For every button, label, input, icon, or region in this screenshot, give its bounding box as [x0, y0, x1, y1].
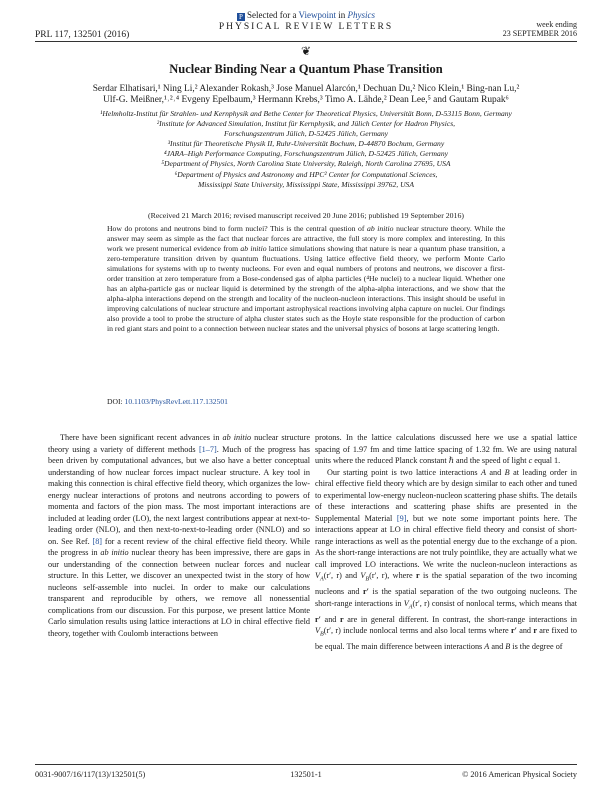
text-run: ab initio — [222, 433, 252, 442]
text-run: nuclear structure theory. While the answer may seem as simple as the fact that nuclear forces are attractive, the full story is more complex and interesting. In this work we present numerical evidence from — [107, 224, 505, 254]
authors-line: Serdar Elhatisari,¹ Ning Li,² Alexander Rokash,³ Jose Manuel Alarcón,¹ Dechuan Du,² Nico Klein,¹ Bing-nan Lu,² — [92, 84, 520, 94]
text-run: c — [528, 456, 533, 465]
affiliation: Mississippi State University, Mississippi State, Mississippi 39762, USA — [197, 179, 414, 189]
copyright: © 2016 American Physical Society — [462, 770, 577, 779]
text-run: and — [489, 642, 506, 652]
header-rule — [35, 41, 577, 42]
text-run: are in general different. In contrast, the short-range interactions in — [343, 614, 577, 624]
text-run: nuclear structure theory using a variety of different methods — [48, 433, 310, 454]
affiliation: ⁴JARA–High Performance Computing, Forschungszentrum Jülich, D-52425 Jülich, Germany — [164, 149, 448, 159]
affiliation: ²Institute for Advanced Simulation, Institut für Kernphysik, and Jülich Center for Hadron Physics, — [156, 119, 456, 129]
text-run: equal 1. — [532, 456, 561, 465]
text-run: at leading order in chiral effective field theory which are by design similar to each other and tuned to experimental low-energy nucleon-nucleon scattering phase shifts. The details of these interactions and scattering phase shifts are presented in the Supplemental Material — [315, 467, 577, 523]
text-run: nuclear theory has been impressive, there are gaps in our understanding of the connection between nuclear forces and nuclear structure. In this Letter, we discover an unexpected twist in the story of how nucleons self-assemble into nuclei. In order to make our calculations transparent and reproducible by others, we remove all nonessential complications from our discussion. For this purpose, we present lattice Monte Carlo simulation results using lattice interactions at LO in chiral effective field theory, together with Coulomb interactions between — [48, 548, 310, 638]
affiliation: ⁶Department of Physics and Astronomy and HPC² Center for Computational Sciences, — [174, 169, 438, 179]
issue-date — [503, 20, 577, 38]
author-list — [58, 84, 554, 106]
reference-link[interactable]: [9] — [396, 513, 407, 523]
doi-link[interactable]: 10.1103/PhysRevLett.117.132501 — [124, 397, 228, 406]
authors-line: Ulf-G. Meißner,¹˒²˒⁴ Evgeny Epelbaum,³ Hermann Krebs,³ Timo A. Lähde,² Dean Lee,⁵ and Gautam Rupak⁶ — [103, 95, 509, 106]
text-run: lattice simulations showing that nature is near a quantum phase transition, a zero-temperature transition driven by quantum fluctuations. Using lattice effective field theory, we perform Monte Carlo simulations for systems with up to twenty nucleons. For even and equal numbers of protons and neutrons, we discover a first-order transition at zero temperature from a Bose-condensed gas of alpha particles (⁴He nuclei) to a nuclear liquid. Whether one has an alpha-particle gas or nuclear liquid is determined by the strength of the alpha-alpha interactions, and we show that the alpha-alpha interactions depend on the strength and locality of the nucleon-nucleon interactions. This insight should be useful in improving calculations of nuclear structure and important astrophysical reactions involving alpha capture on nuclei. Our findings also provide a tool to probe the structure of alpha cluster states such as the Hoyle state responsible for the production of carbon in red giant stars and point to a connection between nuclear states and the universal physics of bosons at large scattering length. — [107, 244, 505, 334]
text-run: V — [315, 571, 321, 580]
text-run: ab initio — [240, 244, 267, 254]
body-column-right — [315, 432, 577, 653]
text-run: and — [486, 467, 505, 477]
text-run: protons. In the lattice calculations discussed here we use a spatial lattice spacing of 1.97 fm and time lattice spacing of 1.32 fm. We are using natural units where the reduced Planck constant — [315, 433, 577, 465]
affiliation: ⁵Department of Physics, North Carolina State University, Raleigh, North Carolina 27695, USA — [161, 159, 451, 169]
text-run: B — [504, 467, 510, 477]
text-run: A — [480, 467, 486, 477]
subscript: A — [408, 604, 413, 611]
issue-date-value: 23 SEPTEMBER 2016 — [502, 29, 577, 38]
text-run: r′ — [315, 614, 321, 624]
citation: PRL 117, 132501 (2016) — [35, 30, 130, 40]
text-run: ab initio — [100, 548, 129, 557]
text-run: and — [320, 614, 340, 624]
text-run: (r′, r) and — [323, 571, 361, 580]
text-run: is the degree of — [510, 642, 563, 652]
selected-mid: in — [336, 10, 348, 20]
body-paragraph — [48, 432, 310, 639]
text-run: B — [505, 642, 511, 652]
text-run: V — [315, 626, 321, 636]
text-run: Our starting point is two lattice interactions — [327, 467, 481, 477]
text-run: V — [403, 598, 409, 608]
text-run: r′ — [363, 587, 369, 597]
subscript: B — [365, 576, 370, 583]
selected-prefix: Selected for a — [246, 10, 299, 20]
text-run: and the speed of light — [453, 456, 529, 465]
affiliation: ³Institut für Theoretische Physik II, Ruhr-Universität Bochum, D-44870 Bochum, Germany — [167, 139, 445, 149]
text-run: for a recent review of the chiral effective field theory. While the progress in — [48, 536, 310, 557]
physics-badge-icon: P — [237, 13, 245, 21]
text-run: r′ — [510, 626, 517, 636]
text-run: (r′, r) consist of nonlocal terms, which means that — [412, 598, 577, 608]
received-dates: (Received 21 March 2016; revised manuscript received 20 June 2016; published 19 September 2016) — [148, 211, 464, 220]
footer-rule — [35, 764, 577, 765]
body-paragraph — [315, 432, 577, 467]
text-run: r — [416, 571, 420, 580]
doi-line — [107, 397, 228, 406]
reference-link[interactable]: [8] — [92, 536, 103, 546]
text-run: (r′, r) include nonlocal terms and also local terms where — [323, 626, 511, 636]
text-run: , but we note some important points here. The interactions appear at LO in chiral effective field theory and consist of short-range interactions as well as the potential energy due to the exchange of a pion. As the short-range interactions are not truly pointlike, they are actually what we call improved LO interactions. We write the nucleon-nucleon interactions as — [315, 513, 577, 569]
text-run: A — [484, 642, 490, 652]
text-run: is the spatial separation of the two incoming nucleons and — [315, 571, 577, 597]
text-run: is the spatial separation of the two outgoing nucleons. The short-range interactions in — [315, 587, 577, 608]
text-run: ab initio — [367, 224, 394, 233]
body-paragraph — [315, 467, 577, 653]
journal-code: 0031-9007/16/117(13)/132501(5) — [35, 770, 146, 779]
text-run: (r′, r), where — [369, 571, 417, 580]
text-run: V — [360, 571, 366, 580]
page-number: 132501-1 — [290, 770, 322, 779]
paper-title: Nuclear Binding Near a Quantum Phase Transition — [169, 62, 443, 76]
emblem-icon: ❦ — [300, 44, 312, 58]
text-run: r — [533, 626, 537, 636]
physics-link[interactable]: Physics — [347, 10, 376, 20]
viewpoint-link[interactable]: Viewpoint — [298, 10, 336, 20]
text-run: r — [340, 614, 344, 624]
affiliations — [45, 109, 567, 190]
subscript: B — [320, 631, 324, 638]
body-column-left — [48, 432, 310, 639]
subscript: A — [320, 576, 324, 583]
text-run: are fixed to be equal. The main difference between interactions — [315, 626, 577, 652]
journal-name: PHYSICAL REVIEW LETTERS — [218, 22, 394, 32]
affiliation: Forschungszentrum Jülich, D-52425 Jülich, Germany — [223, 129, 389, 139]
text-run: . Much of the progress has been driven by computational advances, but we also have a better conceptual understanding of how nuclear forces impact nuclear structure. A key tool in making this connection is chiral effective field theory, which organizes the low-energy nuclear interactions of protons and neutrons according to powers of momenta and factors of the pion mass. The most important interactions are included at leading order (LO), the next largest contributions appear at next-to-leading order (NLO), and then next-to-next-to-leading order (NNLO) and so on. See Ref. — [48, 444, 310, 546]
text-run: ℏ — [448, 456, 454, 465]
week-ending-label: week ending — [536, 20, 577, 29]
doi-label: DOI: — [107, 397, 125, 406]
text-run: How do protons and neutrons bind to form nuclei? This is the central question of — [107, 224, 368, 233]
abstract — [107, 224, 505, 335]
affiliation: ¹Helmholtz-Institut für Strahlen- und Kernphysik and Bethe Center for Theoretical Physics, Universität Bonn, D-53115 Bonn, Germany — [100, 109, 512, 118]
text-run: and — [516, 626, 534, 636]
text-run: There have been significant recent advances in — [60, 433, 223, 442]
reference-link[interactable]: [1–7] — [198, 444, 217, 454]
